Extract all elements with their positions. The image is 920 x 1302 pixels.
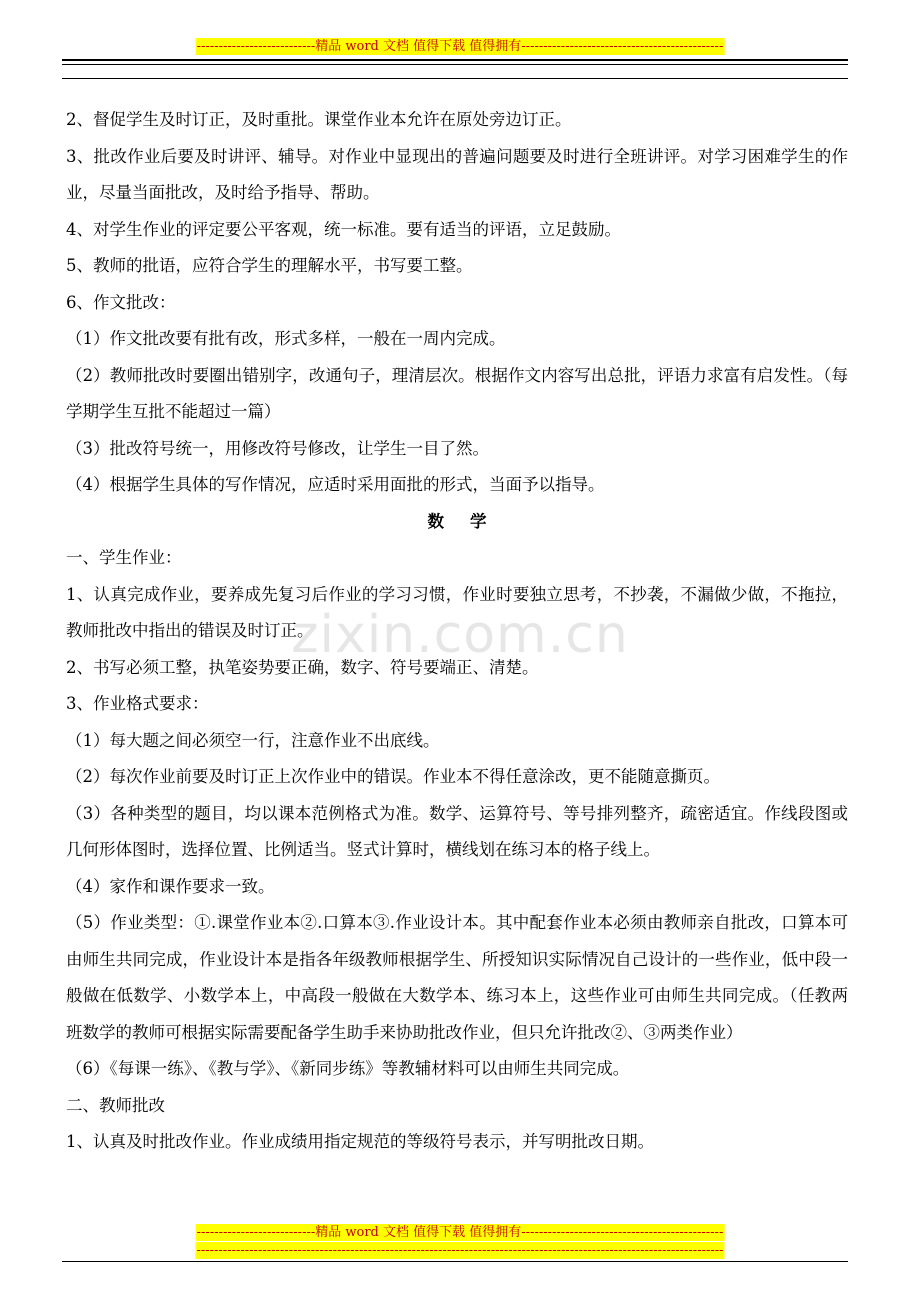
paragraph: 一、学生作业： xyxy=(66,548,182,567)
paragraph: （1）每大题之间必须空一行，注意作业不出底线。 xyxy=(66,730,440,750)
header-rule xyxy=(62,59,848,61)
paragraph: （2）教师批改时要圈出错别字，改通句子，理清层次。根据作文内容写出总批，评语力求富有启发性。（每学期学生互批不能超过一篇） xyxy=(66,365,848,421)
header-rule xyxy=(62,64,848,65)
paragraph: 5、教师的批语，应符合学生的理解水平，书写要工整。 xyxy=(66,256,473,275)
paragraph: 4、对学生作业的评定要公平客观，统一标准。要有适当的评语，立足鼓励。 xyxy=(66,219,621,239)
document-body xyxy=(66,102,848,1161)
header-rule xyxy=(62,78,848,79)
paragraph: 1、认真及时批改作业。作业成绩用指定规范的等级符号表示，并写明批改日期。 xyxy=(66,1132,654,1151)
paragraph: 2、书写必须工整，执笔姿势要正确，数字、符号要端正、清楚。 xyxy=(66,657,539,677)
paragraph: （6）《每课一练》、《教与学》、《新同步练》等教辅材料可以由师生共同完成。 xyxy=(66,1059,630,1078)
paragraph: （4）根据学生具体的写作情况，应适时采用面批的形式，当面予以指导。 xyxy=(66,475,605,494)
paragraph: （5）作业类型：①.课堂作业本②.口算本③.作业设计本。其中配套作业本必须由教师亲自批改，口算本可由师生共同完成，作业设计本是指各年级教师根据学生、所授知识实际情况自己设计的一些作业，低中段一般做在低数学、小数学本上，中高段一般做在大数学本、练习本上，这些作业可由师生共同完成。（任教两班数学的教师可根据实际需要配备学生助手来协助批改作业，但只允许批改②、③两类作业） xyxy=(66,913,848,1042)
paragraph: 2、督促学生及时订正，及时重批。课堂作业本允许在原处旁边订正。 xyxy=(66,110,572,129)
paragraph: （4）家作和课作要求一致。 xyxy=(66,876,275,896)
paragraph: （3）各种类型的题目，均以课本范例格式为准。数学、运算符号、等号排列整齐，疏密适宜。作线段图或几何形体图时，选择位置、比例适当。竖式计算时，横线划在练习本的格子线上。 xyxy=(66,803,848,859)
section-title: 数学 xyxy=(427,511,513,531)
paragraph: （2）每次作业前要及时订正上次作业中的错误。作业本不得任意涂改，更不能随意撕页。 xyxy=(66,767,720,786)
paragraph: 6、作文批改： xyxy=(66,292,176,312)
header-banner: ---------------------------精品 word 文档 值得下载 值得拥有---------------------------------------------- xyxy=(196,39,724,54)
paragraph: （1）作文批改要有批有改，形式多样，一般在一周内完成。 xyxy=(66,329,506,348)
paragraph: 1、认真完成作业，要养成先复习后作业的学习习惯，作业时要独立思考，不抄袭，不漏做少做，不拖拉，教师批改中指出的错误及时订正。 xyxy=(66,584,848,640)
watermark: zixin.com.cn xyxy=(291,605,629,665)
paragraph: 二、教师批改 xyxy=(66,1095,165,1115)
paragraph: 3、批改作业后要及时讲评、辅导。对作业中显现出的普遍问题要及时进行全班讲评。对学习困难学生的作业，尽量当面批改，及时给予指导、帮助。 xyxy=(66,146,848,202)
paragraph: 3、作业格式要求： xyxy=(66,694,209,713)
footer-banner: ---------------------------精品 word 文档 值得下载 值得拥有---------------------------------------------- xyxy=(196,1225,724,1240)
footer-banner-dashes: ------------------------------------------------------------------------------------------------------------------------ xyxy=(196,1243,724,1258)
paragraph: （3）批改符号统一，用修改符号修改，让学生一目了然。 xyxy=(66,438,489,458)
footer-rule xyxy=(62,1261,848,1262)
